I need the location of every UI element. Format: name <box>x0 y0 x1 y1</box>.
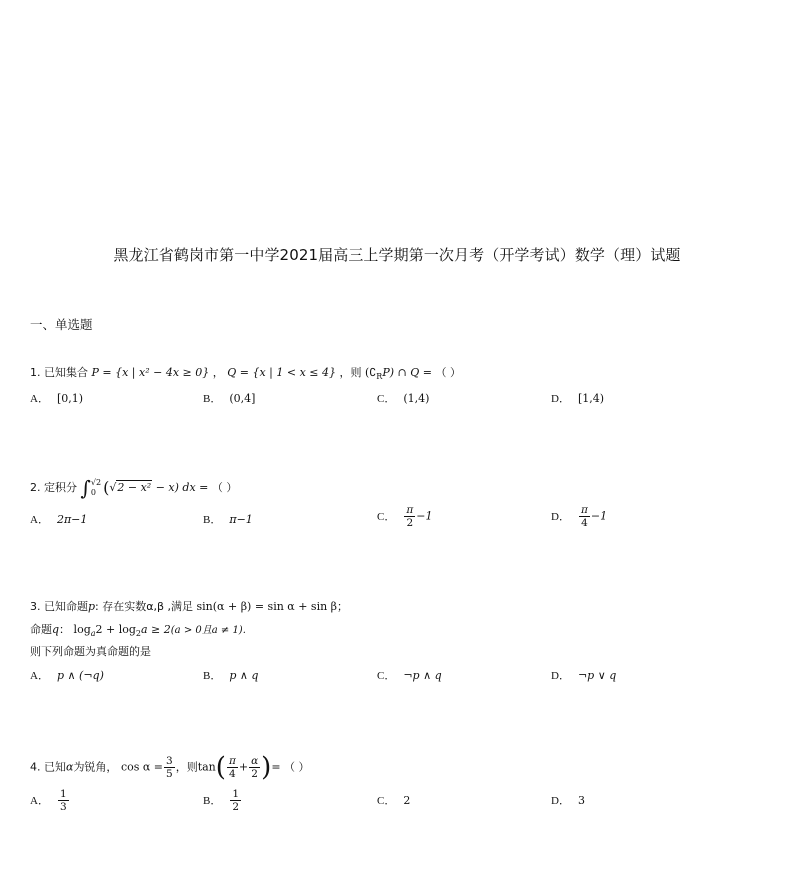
q3-option-d[interactable] <box>551 667 616 683</box>
option-label: B． <box>203 794 222 807</box>
option-text: ¬p ∨ q <box>577 669 617 682</box>
q2-option-c[interactable] <box>377 504 432 529</box>
question-2: 2. 定积分 ∫ √2 0 (√2 − x² − x) dx = （ ） <box>30 476 238 500</box>
question-1 <box>30 366 461 384</box>
q1-expr: (∁ <box>365 366 377 379</box>
option-text: (0,4] <box>229 392 256 405</box>
page-title: 黑龙江省鹤岗市第一中学2021届高三上学期第一次月考（开学考试）数学（理）试题 <box>113 246 681 264</box>
option-text: 2 <box>403 794 411 807</box>
q2-option-a[interactable] <box>30 511 87 527</box>
q2-option-d[interactable] <box>551 504 607 529</box>
q4-paren: （ ） <box>284 760 310 774</box>
q4-prefix: 4. 已知 <box>30 760 66 774</box>
q4-cos: cos α = <box>120 760 164 774</box>
q3-text: ； <box>337 600 349 613</box>
q4-plus: + <box>238 760 249 774</box>
section-heading: 一、单选题 <box>30 317 93 332</box>
integral-lower: 0 <box>90 488 97 497</box>
q4-alpha: α <box>66 760 74 774</box>
q3-text: 命题 <box>30 623 52 636</box>
q4-option-c[interactable] <box>377 792 410 808</box>
q2-prefix: 2. 定积分 <box>30 481 77 494</box>
q1-set-p: P = {x | x² − 4x ≥ 0} <box>91 366 210 379</box>
q2-option-b[interactable] <box>203 511 253 527</box>
q3-cond: (a > 0且a ≠ 1). <box>170 625 246 636</box>
option-label: A． <box>30 794 49 807</box>
q1-option-c[interactable] <box>377 390 429 406</box>
fraction: $\frac{1}{3}$ <box>59 788 67 813</box>
q3-log: log <box>73 623 91 636</box>
q2-body-open: ( <box>103 478 110 497</box>
fraction: $\frac{\pi}{4}$ <box>228 755 236 780</box>
q3-option-a[interactable] <box>30 667 104 683</box>
option-text: [0,1) <box>56 392 84 405</box>
option-text: 3 <box>577 794 585 807</box>
q1-expr2: P) ∩ Q = <box>382 366 432 379</box>
q3-p: p <box>88 600 96 613</box>
option-label: B． <box>203 393 222 405</box>
option-text: ¬p ∧ q <box>403 669 442 682</box>
question-4: 4. 已知α为锐角， cos α = $\frac{3}{5}$ ，则tan( $\frac{\pi}{4}$ + $\frac{\alpha}{2}$ )= （ ） <box>30 752 310 783</box>
q3-text: 3. 已知命题 <box>30 600 88 613</box>
q4-option-a[interactable] <box>30 788 70 813</box>
option-text: [1,4) <box>577 392 605 405</box>
q3-text: ： <box>59 623 71 636</box>
fraction: $\frac{1}{2}$ <box>232 788 240 813</box>
q2-body-rest: − x) dx = <box>152 481 209 494</box>
option-label: B． <box>203 670 222 682</box>
q1-set-q: Q = {x | 1 < x ≤ 4} <box>227 366 336 379</box>
fraction: $\frac{3}{5}$ <box>166 755 173 780</box>
option-label: B． <box>203 514 222 526</box>
option-label: A． <box>30 670 49 682</box>
q3-q: q <box>52 623 60 636</box>
q1-prefix: 1. 已知集合 <box>30 366 88 379</box>
q4-mid: 为锐角， <box>73 760 118 774</box>
q1-option-a[interactable] <box>30 390 83 406</box>
option-label: A． <box>30 393 49 405</box>
q1-mid: ，则 <box>339 366 362 379</box>
q4-eq: = <box>271 760 281 774</box>
q1-paren: （ ） <box>435 366 461 379</box>
fraction: $\frac{\alpha}{2}$ <box>251 755 259 780</box>
option-label: D． <box>551 393 570 405</box>
q1-sub: R <box>376 372 383 382</box>
question-3-line-3: 则下列命题为真命题的是 <box>30 645 151 658</box>
option-label: C． <box>377 795 396 807</box>
option-text: −1 <box>416 509 433 523</box>
option-text: 2π−1 <box>56 513 88 526</box>
question-3-line-2: 命题q： $\log_a2 + \log_2a \ge 2(a > 0$且a ≠ 1). <box>30 623 246 639</box>
option-label: D． <box>551 510 570 523</box>
option-label: D． <box>551 670 570 682</box>
option-label: C． <box>377 510 396 523</box>
q3-ineq: a ≥ 2 <box>141 623 171 636</box>
fraction: $\frac{\pi}{4}$ <box>580 504 588 529</box>
q1-sep: ， <box>212 366 224 379</box>
option-text: π−1 <box>229 513 253 526</box>
option-text: −1 <box>590 509 608 523</box>
integral-sign: ∫ <box>80 476 91 500</box>
fraction: $\frac{\pi}{2}$ <box>406 504 414 529</box>
q3-log: 2 + log <box>95 623 136 636</box>
option-text: (1,4) <box>403 392 430 405</box>
q3-option-c[interactable] <box>377 667 442 683</box>
q4-mid2: ，则 <box>175 760 198 774</box>
option-label: C． <box>377 670 396 682</box>
q4-option-d[interactable] <box>551 792 585 808</box>
option-text: p ∧ (¬q) <box>56 669 104 682</box>
q3-formula: sin(α + β) = sin α + sin β <box>196 600 338 613</box>
option-text: p ∧ q <box>229 669 259 682</box>
q2-paren: （ ） <box>211 481 238 494</box>
q3-option-b[interactable] <box>203 667 258 683</box>
q2-radicand: 2 − x² <box>117 481 152 494</box>
q1-option-d[interactable] <box>551 390 604 406</box>
q4-option-b[interactable] <box>203 788 242 813</box>
integral-upper: √2 <box>90 478 102 487</box>
option-label: A． <box>30 514 49 526</box>
q1-option-b[interactable] <box>203 390 255 406</box>
question-3-line-1 <box>30 600 348 614</box>
q3-text: : 存在实数α,β ,满足 <box>95 600 194 613</box>
q4-tan: tan <box>197 760 216 774</box>
option-label: C． <box>377 393 396 405</box>
option-label: D． <box>551 795 570 807</box>
